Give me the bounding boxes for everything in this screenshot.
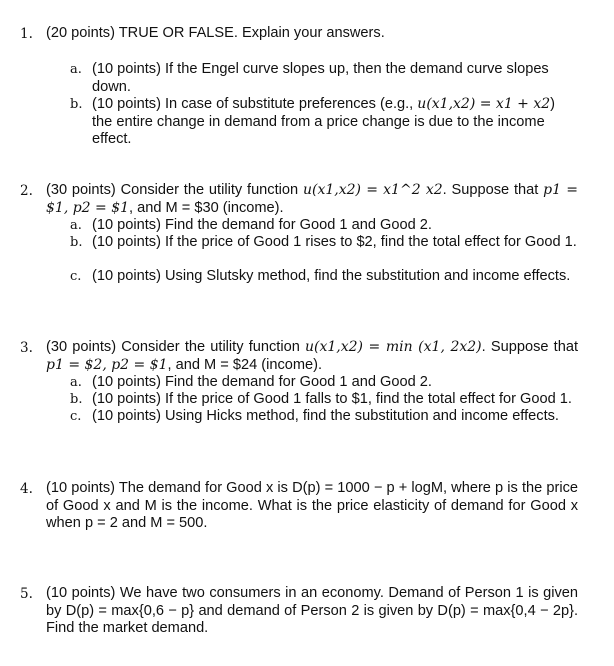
part-label: a.: [70, 375, 82, 390]
part-label: b.: [70, 97, 83, 112]
part-label: c.: [70, 269, 82, 284]
math-utility: u(x1,x2) = min (x1, 2x2): [304, 339, 482, 355]
question-number: 4.: [20, 481, 33, 497]
part-text: (10 points) If the Engel curve slopes up, then the demand curve slopes down.: [92, 61, 549, 95]
part-text: (10 points) If the price of Good 1 rises to $2, find the total effect for Good 1.: [92, 234, 577, 250]
question-prompt: (30 points) Consider the utility function u(x1,x2) = min (x1, 2x2). Suppose that p1 = $2, p2 = $1, and M = $24 (income).: [46, 339, 578, 373]
math-prices: p1 = $2, p2 = $1: [46, 356, 168, 373]
question-prompt: (20 points) TRUE OR FALSE. Explain your answers.: [46, 25, 385, 41]
question-text: (10 points) The demand for Good x is D(p) = 1000 − p + logM, where p is the price of Good x and M is the income. What is the price elasticity of demand for Good x when p = 2 and M = 500.: [46, 480, 578, 531]
question-part: [70, 217, 578, 235]
question-number: 5.: [20, 586, 33, 602]
question-number: 1.: [20, 26, 33, 42]
question-part: [70, 408, 578, 426]
part-text: (10 points) In case of substitute preferences (e.g., u(x1,x2) = x1 + x2) the entire change in demand from a price change is due to the income effect.: [92, 96, 556, 147]
part-label: a.: [70, 218, 82, 233]
question-part: [70, 61, 578, 96]
part-text: (10 points) Using Slutsky method, find the substitution and income effects.: [92, 268, 571, 284]
question-part: [70, 268, 578, 286]
question-prompt: (30 points) Consider the utility function u(x1,x2) = x1^2 x2. Suppose that p1 = $1, p2 = $1, and M = $30 (income).: [46, 182, 578, 216]
math-prices: p1 = $1, p2 = $1: [46, 182, 578, 216]
question-part: [70, 374, 578, 392]
math-utility: u(x1,x2) = x1 + x2: [417, 96, 551, 112]
question-part: [70, 96, 578, 149]
part-label: b.: [70, 392, 83, 407]
math-utility: u(x1,x2) = x1^2 x2: [302, 182, 443, 198]
part-label: c.: [70, 409, 82, 424]
part-label: a.: [70, 62, 82, 77]
part-text: (10 points) If the price of Good 1 falls to $1, find the total effect for Good 1.: [92, 391, 572, 407]
question-number: 3.: [20, 340, 33, 356]
question-part: [70, 391, 578, 409]
part-text: (10 points) Find the demand for Good 1 and Good 2.: [92, 217, 432, 233]
question-text: (10 points) We have two consumers in an economy. Demand of Person 1 is given by D(p) = max{0,6 − p} and demand of Person 2 is given by D(p) = max{0,4 − 2p}. Find the market demand.: [46, 585, 578, 636]
part-text: (10 points) Find the demand for Good 1 and Good 2.: [92, 374, 432, 390]
question-number: 2.: [20, 183, 33, 199]
part-text: (10 points) Using Hicks method, find the substitution and income effects.: [92, 408, 559, 424]
question-part: [70, 234, 578, 252]
part-label: b.: [70, 235, 83, 250]
